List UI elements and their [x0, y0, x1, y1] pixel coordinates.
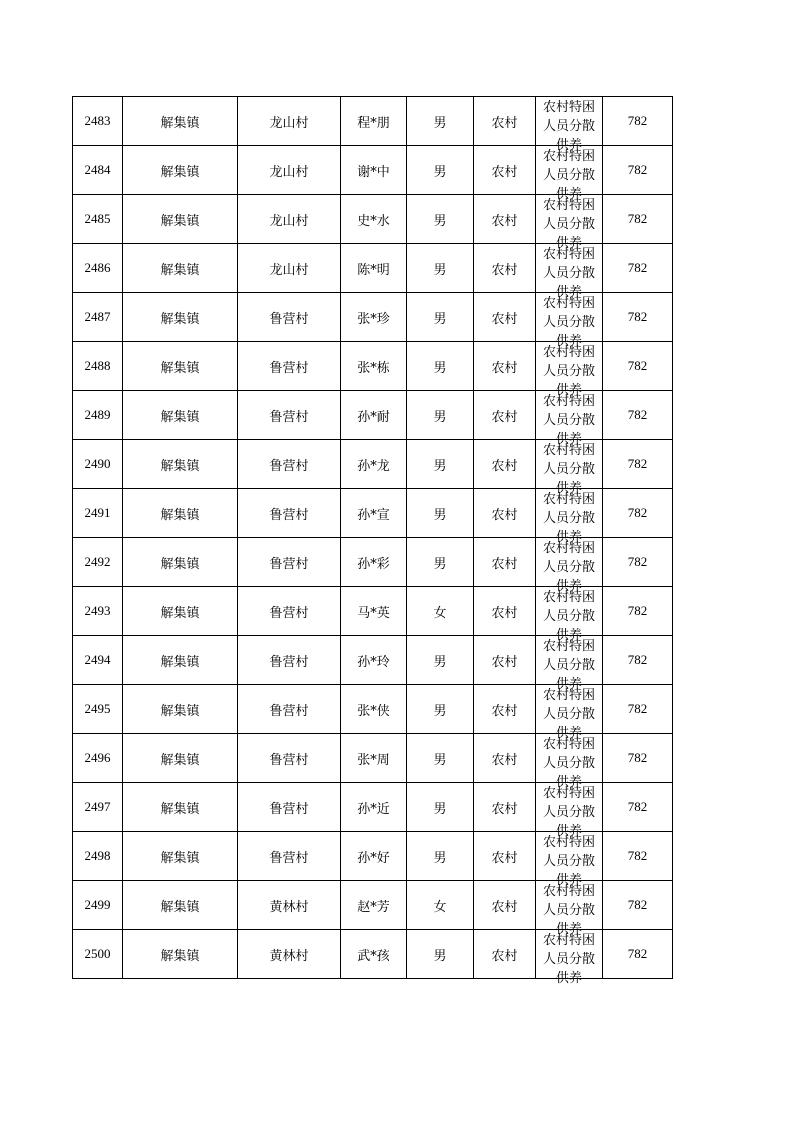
cell-serial-number: 2497: [73, 783, 123, 832]
cell-village: 鲁营村: [238, 293, 341, 342]
cell-town: 解集镇: [123, 146, 238, 195]
cell-amount: 782: [603, 244, 673, 293]
cell-category: [536, 832, 603, 888]
cell-gender: 男: [407, 832, 474, 881]
cell-category: [536, 587, 603, 643]
cell-amount: 782: [603, 489, 673, 538]
cell-person-name: 武*孩: [341, 930, 407, 979]
cell-serial-number: 2495: [73, 685, 123, 734]
cell-serial-number: 2491: [73, 489, 123, 538]
cell-person-name: 张*侠: [341, 685, 407, 734]
cell-person-name: 孙*近: [341, 783, 407, 832]
table-row: [73, 636, 673, 685]
table-row: [73, 783, 673, 832]
cell-town: 解集镇: [123, 489, 238, 538]
cell-person-name: 孙*宣: [341, 489, 407, 538]
category-text: 农村特困人员分散供养: [542, 149, 595, 202]
cell-serial-number: 2487: [73, 293, 123, 342]
category-text: 农村特困人员分散供养: [542, 296, 595, 349]
table-row: [73, 881, 673, 930]
category-text: 农村特困人员分散供养: [542, 639, 595, 692]
table-row: [73, 685, 673, 734]
cell-town: 解集镇: [123, 734, 238, 783]
table-row: [73, 342, 673, 391]
cell-village: 龙山村: [238, 244, 341, 293]
cell-person-name: 孙*好: [341, 832, 407, 881]
cell-serial-number: 2494: [73, 636, 123, 685]
cell-serial-number: 2488: [73, 342, 123, 391]
cell-serial-number: 2496: [73, 734, 123, 783]
cell-serial-number: 2493: [73, 587, 123, 636]
cell-amount: 782: [603, 342, 673, 391]
cell-amount: 782: [603, 440, 673, 489]
cell-area-type: 农村: [474, 97, 536, 146]
cell-person-name: 陈*明: [341, 244, 407, 293]
cell-area-type: 农村: [474, 391, 536, 440]
category-text: 农村特困人员分散供养: [542, 737, 595, 790]
cell-town: 解集镇: [123, 783, 238, 832]
cell-amount: 782: [603, 685, 673, 734]
cell-serial-number: 2490: [73, 440, 123, 489]
cell-person-name: 孙*龙: [341, 440, 407, 489]
cell-town: 解集镇: [123, 832, 238, 881]
cell-amount: 782: [603, 538, 673, 587]
cell-amount: 782: [603, 881, 673, 930]
table-row: [73, 440, 673, 489]
cell-serial-number: 2499: [73, 881, 123, 930]
cell-category: [536, 195, 603, 251]
cell-amount: 782: [603, 97, 673, 146]
cell-village: 鲁营村: [238, 734, 341, 783]
cell-gender: 男: [407, 734, 474, 783]
cell-person-name: 谢*中: [341, 146, 407, 195]
cell-person-name: 孙*玲: [341, 636, 407, 685]
cell-town: 解集镇: [123, 587, 238, 636]
cell-amount: 782: [603, 832, 673, 881]
cell-gender: 男: [407, 146, 474, 195]
cell-category: [536, 293, 603, 349]
table-row: [73, 391, 673, 440]
cell-village: 鲁营村: [238, 538, 341, 587]
category-text: 农村特困人员分散供养: [542, 100, 595, 153]
cell-person-name: 程*朋: [341, 97, 407, 146]
cell-amount: 782: [603, 930, 673, 979]
table-row: [73, 734, 673, 783]
cell-amount: 782: [603, 734, 673, 783]
cell-category: [536, 783, 603, 839]
cell-town: 解集镇: [123, 538, 238, 587]
category-text: 农村特困人员分散供养: [542, 933, 595, 986]
cell-category: [536, 342, 603, 398]
cell-gender: 男: [407, 293, 474, 342]
cell-category: [536, 97, 603, 153]
cell-gender: 男: [407, 97, 474, 146]
cell-gender: 男: [407, 538, 474, 587]
cell-town: 解集镇: [123, 244, 238, 293]
table-row: [73, 195, 673, 244]
cell-category: [536, 881, 603, 937]
cell-gender: 女: [407, 881, 474, 930]
cell-person-name: 张*周: [341, 734, 407, 783]
cell-area-type: 农村: [474, 146, 536, 195]
cell-town: 解集镇: [123, 636, 238, 685]
cell-amount: 782: [603, 636, 673, 685]
cell-category: [536, 146, 603, 202]
cell-area-type: 农村: [474, 342, 536, 391]
cell-town: 解集镇: [123, 440, 238, 489]
cell-area-type: 农村: [474, 293, 536, 342]
cell-area-type: 农村: [474, 783, 536, 832]
cell-gender: 男: [407, 930, 474, 979]
cell-area-type: 农村: [474, 440, 536, 489]
cell-village: 鲁营村: [238, 391, 341, 440]
cell-serial-number: 2485: [73, 195, 123, 244]
category-text: 农村特困人员分散供养: [542, 688, 595, 741]
cell-amount: 782: [603, 783, 673, 832]
cell-gender: 男: [407, 685, 474, 734]
cell-person-name: 张*珍: [341, 293, 407, 342]
cell-amount: 782: [603, 146, 673, 195]
cell-person-name: 孙*耐: [341, 391, 407, 440]
cell-town: 解集镇: [123, 881, 238, 930]
category-text: 农村特困人员分散供养: [542, 590, 595, 643]
cell-category: [536, 930, 603, 986]
category-text: 农村特困人员分散供养: [542, 541, 595, 594]
cell-serial-number: 2486: [73, 244, 123, 293]
cell-person-name: 史*水: [341, 195, 407, 244]
cell-village: 鲁营村: [238, 832, 341, 881]
cell-village: 鲁营村: [238, 342, 341, 391]
cell-area-type: 农村: [474, 881, 536, 930]
cell-town: 解集镇: [123, 685, 238, 734]
cell-village: 黄林村: [238, 881, 341, 930]
cell-village: 鲁营村: [238, 587, 341, 636]
category-text: 农村特困人员分散供养: [542, 884, 595, 937]
cell-category: [536, 538, 603, 594]
cell-village: 鲁营村: [238, 685, 341, 734]
cell-amount: 782: [603, 587, 673, 636]
table-row: [73, 832, 673, 881]
roster-body: [73, 97, 673, 986]
cell-gender: 男: [407, 195, 474, 244]
cell-village: 黄林村: [238, 930, 341, 979]
category-text: 农村特困人员分散供养: [542, 492, 595, 545]
category-text: 农村特困人员分散供养: [542, 247, 595, 300]
cell-amount: 782: [603, 293, 673, 342]
cell-serial-number: 2498: [73, 832, 123, 881]
category-text: 农村特困人员分散供养: [542, 394, 595, 447]
cell-category: [536, 685, 603, 741]
category-text: 农村特困人员分散供养: [542, 198, 595, 251]
cell-category: [536, 244, 603, 300]
cell-serial-number: 2484: [73, 146, 123, 195]
cell-town: 解集镇: [123, 195, 238, 244]
cell-town: 解集镇: [123, 293, 238, 342]
cell-category: [536, 489, 603, 545]
category-text: 农村特困人员分散供养: [542, 443, 595, 496]
cell-serial-number: 2500: [73, 930, 123, 979]
cell-area-type: 农村: [474, 538, 536, 587]
cell-gender: 男: [407, 489, 474, 538]
table-row: [73, 244, 673, 293]
category-text: 农村特困人员分散供养: [542, 835, 595, 888]
cell-category: [536, 636, 603, 692]
cell-area-type: 农村: [474, 930, 536, 979]
cell-person-name: 马*英: [341, 587, 407, 636]
table-row: [73, 930, 673, 979]
table-row: [73, 97, 673, 146]
cell-area-type: 农村: [474, 685, 536, 734]
cell-amount: 782: [603, 391, 673, 440]
category-text: 农村特困人员分散供养: [542, 345, 595, 398]
cell-village: 龙山村: [238, 146, 341, 195]
cell-village: 龙山村: [238, 195, 341, 244]
cell-gender: 男: [407, 636, 474, 685]
cell-serial-number: 2489: [73, 391, 123, 440]
cell-gender: 男: [407, 244, 474, 293]
table-row: [73, 146, 673, 195]
roster-table: [72, 96, 673, 986]
cell-town: 解集镇: [123, 97, 238, 146]
cell-area-type: 农村: [474, 832, 536, 881]
cell-person-name: 孙*彩: [341, 538, 407, 587]
cell-amount: 782: [603, 195, 673, 244]
cell-area-type: 农村: [474, 587, 536, 636]
table-row: [73, 293, 673, 342]
cell-area-type: 农村: [474, 195, 536, 244]
cell-town: 解集镇: [123, 342, 238, 391]
cell-serial-number: 2483: [73, 97, 123, 146]
table-row: [73, 538, 673, 587]
cell-area-type: 农村: [474, 734, 536, 783]
table-row: [73, 587, 673, 636]
cell-area-type: 农村: [474, 489, 536, 538]
cell-village: 龙山村: [238, 97, 341, 146]
cell-gender: 女: [407, 587, 474, 636]
cell-person-name: 张*栋: [341, 342, 407, 391]
cell-category: [536, 440, 603, 496]
cell-town: 解集镇: [123, 391, 238, 440]
cell-village: 鲁营村: [238, 489, 341, 538]
cell-gender: 男: [407, 391, 474, 440]
cell-serial-number: 2492: [73, 538, 123, 587]
cell-gender: 男: [407, 342, 474, 391]
cell-gender: 男: [407, 440, 474, 489]
cell-area-type: 农村: [474, 244, 536, 293]
cell-village: 鲁营村: [238, 636, 341, 685]
cell-village: 鲁营村: [238, 783, 341, 832]
cell-village: 鲁营村: [238, 440, 341, 489]
category-text: 农村特困人员分散供养: [542, 786, 595, 839]
cell-category: [536, 734, 603, 790]
cell-person-name: 赵*芳: [341, 881, 407, 930]
table-row: [73, 489, 673, 538]
cell-town: 解集镇: [123, 930, 238, 979]
cell-gender: 男: [407, 783, 474, 832]
cell-category: [536, 391, 603, 447]
cell-area-type: 农村: [474, 636, 536, 685]
